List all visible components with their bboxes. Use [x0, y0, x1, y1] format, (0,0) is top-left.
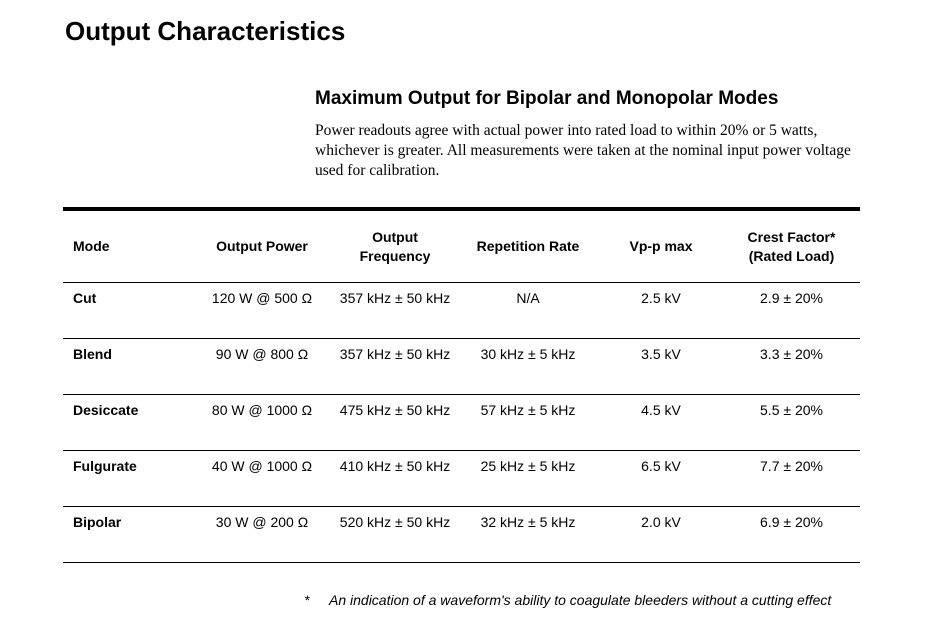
cell-vpp-max: 3.5 kV [599, 339, 723, 395]
cell-vpp-max: 4.5 kV [599, 395, 723, 451]
cell-repetition-rate: 30 kHz ± 5 kHz [457, 339, 599, 395]
cell-output-power: 40 W @ 1000 Ω [191, 451, 333, 507]
header-output-frequency-line1: Output [372, 228, 418, 245]
table-header-row [63, 209, 860, 283]
cell-output-power: 90 W @ 800 Ω [191, 339, 333, 395]
cell-output-power: 80 W @ 1000 Ω [191, 395, 333, 451]
table-row [63, 339, 860, 395]
cell-mode: Cut [63, 283, 191, 339]
intro-paragraph: Power readouts agree with actual power into rated load to within 20% or 5 watts, whichever is greater. All measurements were taken at the nominal input power voltage used for calibration. [315, 122, 851, 179]
header-crest-factor [723, 209, 860, 283]
output-characteristics-table [63, 207, 860, 563]
cell-vpp-max: 2.0 kV [599, 507, 723, 563]
header-output-power: Output Power [191, 209, 333, 283]
cell-output-frequency: 357 kHz ± 50 kHz [333, 339, 457, 395]
cell-crest-factor: 3.3 ± 20% [723, 339, 860, 395]
footnote-text: An indication of a waveform's ability to coagulate bleeders without a cutting effect [329, 592, 832, 608]
cell-crest-factor: 2.9 ± 20% [723, 283, 860, 339]
cell-output-frequency: 357 kHz ± 50 kHz [333, 283, 457, 339]
table-row [63, 451, 860, 507]
header-mode: Mode [63, 209, 191, 283]
header-output-frequency-line2: Frequency [359, 247, 431, 264]
cell-crest-factor: 7.7 ± 20% [723, 451, 860, 507]
header-vpp-max: Vp-p max [599, 209, 723, 283]
table-row [63, 283, 860, 339]
cell-crest-factor: 5.5 ± 20% [723, 395, 860, 451]
footnote-marker: * [304, 592, 310, 608]
cell-crest-factor: 6.9 ± 20% [723, 507, 860, 563]
cell-mode: Bipolar [63, 507, 191, 563]
table-row [63, 507, 860, 563]
header-crest-factor-line2: (Rated Load) [748, 247, 835, 264]
footnote [304, 591, 866, 609]
cell-mode: Desiccate [63, 395, 191, 451]
cell-repetition-rate: 57 kHz ± 5 kHz [457, 395, 599, 451]
header-repetition-rate: Repetition Rate [457, 209, 599, 283]
table-row [63, 395, 860, 451]
header-output-frequency [333, 209, 457, 283]
page-title: Output Characteristics [65, 16, 346, 46]
cell-output-frequency: 520 kHz ± 50 kHz [333, 507, 457, 563]
cell-output-power: 120 W @ 500 Ω [191, 283, 333, 339]
cell-output-frequency: 475 kHz ± 50 kHz [333, 395, 457, 451]
cell-output-power: 30 W @ 200 Ω [191, 507, 333, 563]
cell-vpp-max: 6.5 kV [599, 451, 723, 507]
section-title: Maximum Output for Bipolar and Monopolar Modes [315, 88, 779, 109]
cell-output-frequency: 410 kHz ± 50 kHz [333, 451, 457, 507]
cell-mode: Fulgurate [63, 451, 191, 507]
cell-repetition-rate: N/A [457, 283, 599, 339]
cell-mode: Blend [63, 339, 191, 395]
header-crest-factor-line1: Crest Factor* [747, 228, 836, 245]
cell-repetition-rate: 25 kHz ± 5 kHz [457, 451, 599, 507]
cell-repetition-rate: 32 kHz ± 5 kHz [457, 507, 599, 563]
cell-vpp-max: 2.5 kV [599, 283, 723, 339]
